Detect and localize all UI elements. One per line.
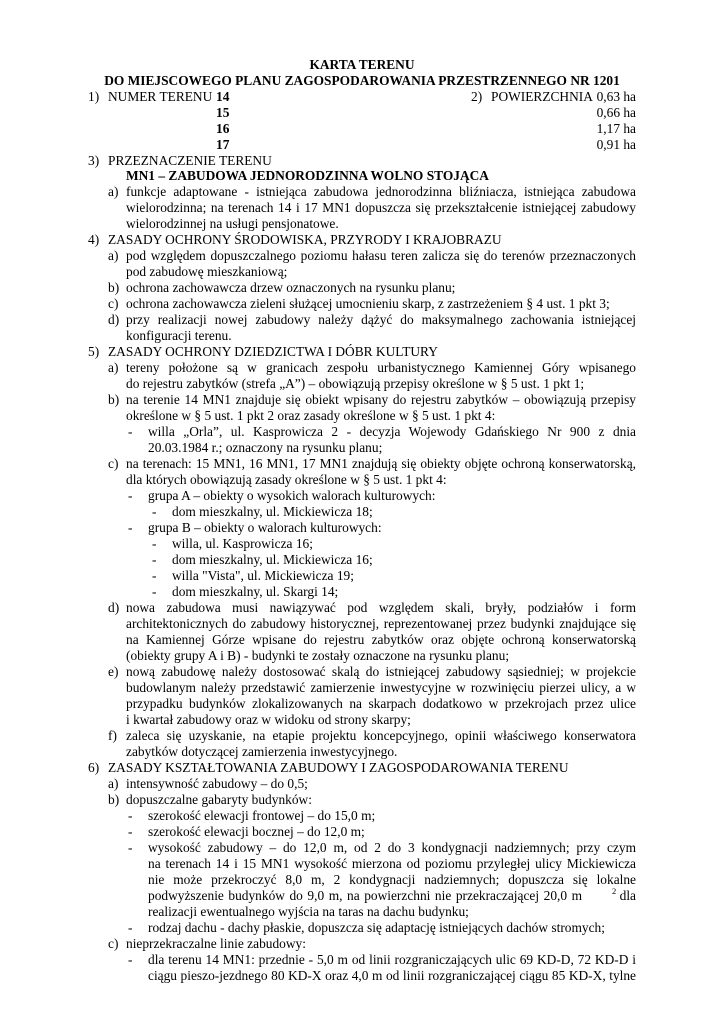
paragraph-line: dla których obowiązują zasady określone w § 5 ust. 1 pkt 4: — [126, 472, 447, 487]
dash-marker: - — [128, 520, 133, 535]
dash-marker: - — [128, 920, 133, 935]
item-marker: c) — [108, 296, 119, 311]
document-title: KARTA TERENU — [309, 57, 415, 72]
item-marker: c) — [108, 456, 119, 471]
item-marker: e) — [108, 664, 119, 679]
section-3-number: 3) — [88, 153, 100, 168]
list-item: willa "Vista", ul. Mickiewicza 19; — [172, 568, 354, 583]
paragraph-line: nieprzekraczalne linie zabudowy: — [126, 936, 306, 951]
group-b-label: grupa B – obiekty o walorach kulturowych: — [148, 520, 382, 535]
paragraph-line: pod względem dopuszczalnego poziomu hałasu teren zalicza się do terenów przeznaczonych — [126, 248, 636, 263]
paragraph-line: funkcje adaptowane - istniejąca zabudowa jednorodzinna bliźniacza, istniejąca zabudowa — [126, 184, 636, 199]
paragraph-line: wielorodzinnej na usługi pensjonatowe. — [126, 216, 339, 231]
dash-marker: - — [128, 952, 133, 967]
terrain-number: 15 — [216, 105, 230, 120]
item-marker: a) — [108, 360, 119, 375]
dash-marker: - — [152, 568, 157, 583]
item-marker: a) — [108, 248, 119, 263]
paragraph-line: dla terenu 14 MN1: przednie - 5,0 m od linii rozgraniczających ulic 69 KD-D, 72 KD-D i — [148, 952, 636, 967]
paragraph-text: podwyższenie budynków do 9,0 m, na powierzchni nie przekraczającej 20,0 m — [148, 888, 583, 903]
paragraph-line: ochrona zachowawcza drzew oznaczonych na rysunku planu; — [126, 280, 456, 295]
item-marker: d) — [108, 600, 120, 615]
terrain-area: 1,17 ha — [596, 121, 636, 136]
paragraph-line: na terenie 14 MN1 znajduje się obiekt wpisany do rejestru zabytków – obowiązują przepisy — [126, 392, 636, 407]
dash-marker: - — [128, 424, 133, 439]
section-5-number: 5) — [88, 344, 100, 359]
terrain-area: 0,66 ha — [596, 105, 636, 120]
dash-marker: - — [128, 840, 133, 855]
paragraph-line: ochrona zachowawcza zieleni służącej umocnieniu skarp, z zastrzeżeniem § 4 ust. 1 pkt 3; — [126, 296, 610, 311]
list-item: rodzaj dachu - dachy płaskie, dopuszcza się adaptację istniejących dachów stromych; — [148, 920, 605, 935]
item-marker: b) — [108, 792, 120, 807]
section-2-number: 2) — [471, 89, 483, 104]
dash-marker: - — [128, 488, 133, 503]
paragraph-line: pod zabudowę mieszkaniową; — [126, 264, 288, 279]
paragraph-line: do rejestru zabytków (strefa „A”) – obowiązują przepisy określone w § 5 ust. 1 pkt 1; — [126, 376, 585, 391]
terrain-number: 16 — [216, 121, 230, 136]
paragraph-line: na terenach 14 i 15 MN1 wysokość mierzona od poziomu przyległej ulicy Mickiewicza — [148, 856, 636, 871]
section-3-label: PRZEZNACZENIE TERENU — [108, 153, 272, 168]
paragraph-line: intensywność zabudowy – do 0,5; — [126, 776, 308, 791]
item-marker: a) — [108, 776, 119, 791]
group-a-label: grupa A – obiekty o wysokich walorach kulturowych: — [148, 488, 436, 503]
paragraph-line: przy realizacji nowej zabudowy należy dążyć do maksymalnego zachowania istniejącej — [126, 312, 636, 327]
section-6-label: ZASADY KSZTAŁTOWANIA ZABUDOWY I ZAGOSPODAROWANIA TERENU — [108, 760, 569, 775]
paragraph-line: dopuszczalne gabaryty budynków: — [126, 792, 312, 807]
section-5-label: ZASADY OCHRONY DZIEDZICTWA I DÓBR KULTURY — [108, 344, 438, 359]
list-item: szerokość elewacji bocznej – do 12,0 m; — [148, 824, 365, 839]
paragraph-text: dla — [616, 888, 636, 903]
paragraph-line: willa „Orla”, ul. Kasprowicza 2 - decyzja Wojewody Gdańskiego Nr 900 z dnia — [148, 424, 636, 439]
dash-marker: - — [152, 552, 157, 567]
terrain-number: 14 — [216, 89, 230, 104]
document-subtitle: DO MIEJSCOWEGO PLANU ZAGOSPODAROWANIA PRZESTRZENNEGO NR 1201 — [104, 73, 620, 88]
paragraph-line: tereny położone są w granicach zespołu urbanistycznego Kamiennej Góry wpisanego — [126, 360, 636, 375]
unit-superscript: 2 — [612, 885, 617, 896]
dash-marker: - — [128, 808, 133, 823]
terrain-number: 17 — [216, 137, 230, 152]
zoning-heading: MN1 – ZABUDOWA JEDNORODZINNA WOLNO STOJĄCA — [126, 168, 489, 183]
dash-marker: - — [128, 824, 133, 839]
section-4-number: 4) — [88, 232, 100, 247]
paragraph-line: wysokość zabudowy – do 12,0 m, od 2 do 3 kondygnacji nadziemnych; przy czym — [148, 840, 636, 855]
paragraph-line: 20.03.1984 r.; oznaczony na rysunku planu; — [148, 440, 383, 455]
item-marker: b) — [108, 392, 120, 407]
item-marker: c) — [108, 936, 119, 951]
paragraph-line: nową zabudowę należy dostosować skalą do istniejącej zabudowy sąsiedniej; w projekcie — [126, 664, 636, 679]
paragraph-line-with-unit — [148, 885, 636, 904]
item-marker: a) — [108, 184, 119, 199]
terrain-area: 0,63 ha — [596, 89, 636, 104]
paragraph-line: architektonicznych do zabudowy historycznej, reprezentowanej przez budynki znajdujące się — [126, 616, 636, 631]
section-1-label: NUMER TERENU — [108, 89, 213, 104]
paragraph-line: zaleca się uzyskanie, na etapie projektu koncepcyjnego, opinii właściwego konserwatora — [126, 728, 636, 743]
item-marker: d) — [108, 312, 120, 327]
paragraph-line: przypadku budynków zlokalizowanych na skarpach dodatkowo w przekrojach przez ulice — [126, 696, 636, 711]
list-item: willa, ul. Kasprowicza 16; — [172, 536, 313, 551]
paragraph-line: nie może przekroczyć 8,0 m, 2 kondygnacji nadziemnych; dopuszcza się lokalne — [148, 872, 636, 887]
paragraph-line: konfiguracji terenu. — [126, 328, 232, 343]
section-6-number: 6) — [88, 760, 100, 775]
paragraph-line: określone w § 5 ust. 1 pkt 2 oraz zasady określone w § 5 ust. 1 pkt 4: — [126, 408, 496, 423]
unit-superscript-group — [612, 885, 636, 904]
terrain-area: 0,91 ha — [596, 137, 636, 152]
paragraph-line: na Kamiennej Górze wpisane do rejestru zabytków oraz objęte ochroną konserwatorską — [126, 632, 636, 647]
paragraph-line: i kwartał zabudowy oraz w widoku od strony skarpy; — [126, 712, 411, 727]
list-item: dom mieszkalny, ul. Mickiewicza 18; — [172, 504, 373, 519]
paragraph-line: nowa zabudowa musi nawiązywać pod względem skali, bryły, podziałów i form — [126, 600, 636, 615]
paragraph-line: ciągu pieszo-jezdnego 80 KD-X oraz 4,0 m od linii rozgraniczającej ciągu 85 KD-X, tylne — [148, 968, 636, 983]
item-marker: b) — [108, 280, 120, 295]
list-item: dom mieszkalny, ul. Mickiewicza 16; — [172, 552, 373, 567]
list-item: szerokość elewacji frontowej – do 15,0 m; — [148, 808, 376, 823]
dash-marker: - — [152, 536, 157, 551]
paragraph-line: budowlanym należy przedstawić zamierzenie inwestycyjne w rozwinięciu pierzei ulicy, a w — [126, 680, 636, 695]
section-2-label: POWIERZCHNIA — [491, 89, 593, 104]
list-item: dom mieszkalny, ul. Skargi 14; — [172, 584, 339, 599]
paragraph-line: wielorodzinna; na terenach 14 i 17 MN1 dopuszcza się przekształcenie istniejącej zabudowy — [126, 200, 636, 215]
paragraph-line: realizacji ewentualnego wyjścia na taras na dachu budynku; — [148, 904, 469, 919]
dash-marker: - — [152, 504, 157, 519]
paragraph-line: (obiekty grupy A i B) - budynki te zostały oznaczone na rysunku planu; — [126, 648, 510, 663]
section-1-number: 1) — [88, 89, 100, 104]
paragraph-line: zabytków dotyczącej zamierzenia inwestycyjnego. — [126, 744, 398, 759]
section-4-label: ZASADY OCHRONY ŚRODOWISKA, PRZYRODY I KRAJOBRAZU — [108, 232, 502, 247]
paragraph-line: na terenach: 15 MN1, 16 MN1, 17 MN1 znajdują się obiekty objęte ochroną konserwatorską, — [126, 456, 636, 471]
item-marker: f) — [108, 728, 117, 743]
dash-marker: - — [152, 584, 157, 599]
